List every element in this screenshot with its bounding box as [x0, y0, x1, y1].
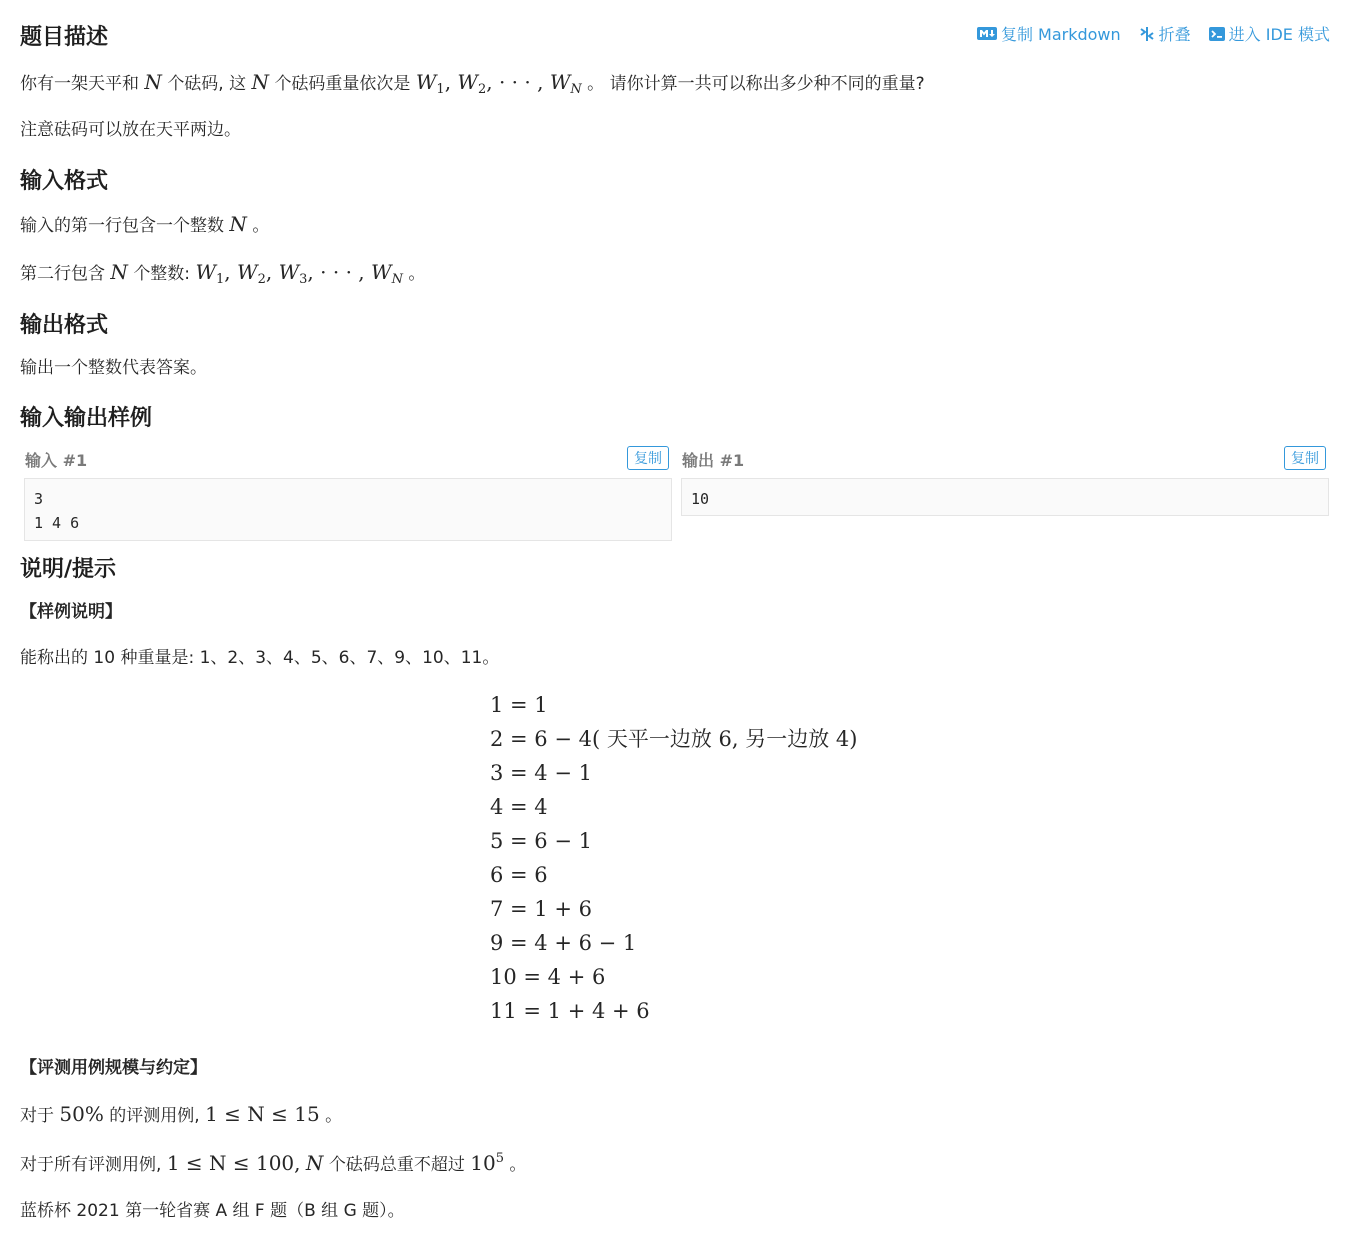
math-n: N	[251, 70, 270, 94]
equation-block	[490, 690, 857, 1030]
scale-title: 【评测用例规模与约定】	[20, 1058, 207, 1078]
equation-line: 5 = 6 − 1	[490, 829, 592, 853]
copy-output-button[interactable]: 复制	[1284, 446, 1326, 470]
description-paragraph-1: 你有一架天平和 N 个砝码, 这 N 个砝码重量依次是 $W_1$, $W_2$, · · · , $W_N$ 。 请你计算一共可以称出多少种不同的重量?	[20, 70, 925, 97]
collapse-icon	[1139, 26, 1155, 42]
sample-input-label: 输入 #1	[25, 451, 88, 470]
equation-line: 4 = 4	[490, 795, 548, 819]
math-weights: $W_1$, $W_2$, · · · , $W_N$	[415, 70, 582, 97]
scale-paragraph-1: 对于 50% 的评测用例, 1 ≤ N ≤ 15 。	[20, 1102, 343, 1126]
sample-output-label: 输出 #1	[682, 451, 745, 470]
description-title: 题目描述	[20, 25, 109, 50]
enter-ide-button[interactable]: 进入 IDE 模式	[1209, 22, 1330, 45]
samples-title: 输入输出样例	[20, 406, 153, 431]
equation-line: 6 = 6	[490, 863, 548, 887]
description-paragraph-2: 注意砝码可以放在天平两边。	[20, 120, 241, 140]
scale-paragraph-2: 对于所有评测用例, 1 ≤ N ≤ 100, N 个砝码总重不超过 $10^5$ 。	[20, 1151, 527, 1175]
input-format-paragraph-2: 第二行包含 N 个整数: $W_1$, $W_2$, $W_3$, · · · , $W_N$ 。	[20, 260, 426, 287]
problem-source: 蓝桥杯 2021 第一轮省赛 A 组 F 题（B 组 G 题）。	[20, 1201, 405, 1221]
equation-line: 9 = 4 + 6 − 1	[490, 931, 637, 955]
markdown-icon	[977, 27, 997, 40]
math-n: N	[305, 1151, 324, 1175]
math-weights: $W_1$, $W_2$, $W_3$, · · · , $W_N$	[195, 260, 403, 287]
math-n: N	[229, 212, 247, 236]
copy-input-button[interactable]: 复制	[627, 446, 669, 470]
equation-line: 3 = 4 − 1	[490, 761, 592, 785]
equation-line: 1 = 1	[490, 693, 548, 717]
input-format-title: 输入格式	[20, 169, 109, 194]
sample-explain-title: 【样例说明】	[20, 602, 122, 622]
equation-line: 7 = 1 + 6	[490, 897, 592, 921]
copy-markdown-button[interactable]: 复制 Markdown	[977, 22, 1121, 45]
sample-explain-text: 能称出的 10 种重量是: 1、2、3、4、5、6、7、9、10、11。	[20, 648, 500, 668]
math-n: N	[110, 260, 128, 284]
sample-input-box[interactable]: 3 1 4 6	[24, 478, 672, 541]
equation-line: 2 = 6 − 4( 天平一边放 6, 另一边放 4)	[490, 727, 858, 751]
equation-line: 11 = 1 + 4 + 6	[490, 999, 650, 1023]
math-power: $10^5$	[470, 1151, 504, 1175]
hint-title: 说明/提示	[20, 557, 117, 582]
input-format-paragraph-1: 输入的第一行包含一个整数 N 。	[20, 212, 270, 236]
equation-line: 10 = 4 + 6	[490, 965, 606, 989]
output-format-paragraph: 输出一个整数代表答案。	[20, 358, 207, 378]
collapse-button[interactable]: 折叠	[1139, 22, 1191, 45]
output-format-title: 输出格式	[20, 313, 109, 338]
terminal-icon	[1209, 27, 1225, 41]
problem-toolbar	[977, 22, 1330, 45]
sample-output-box[interactable]: 10	[681, 478, 1329, 516]
math-n: N	[144, 70, 162, 94]
